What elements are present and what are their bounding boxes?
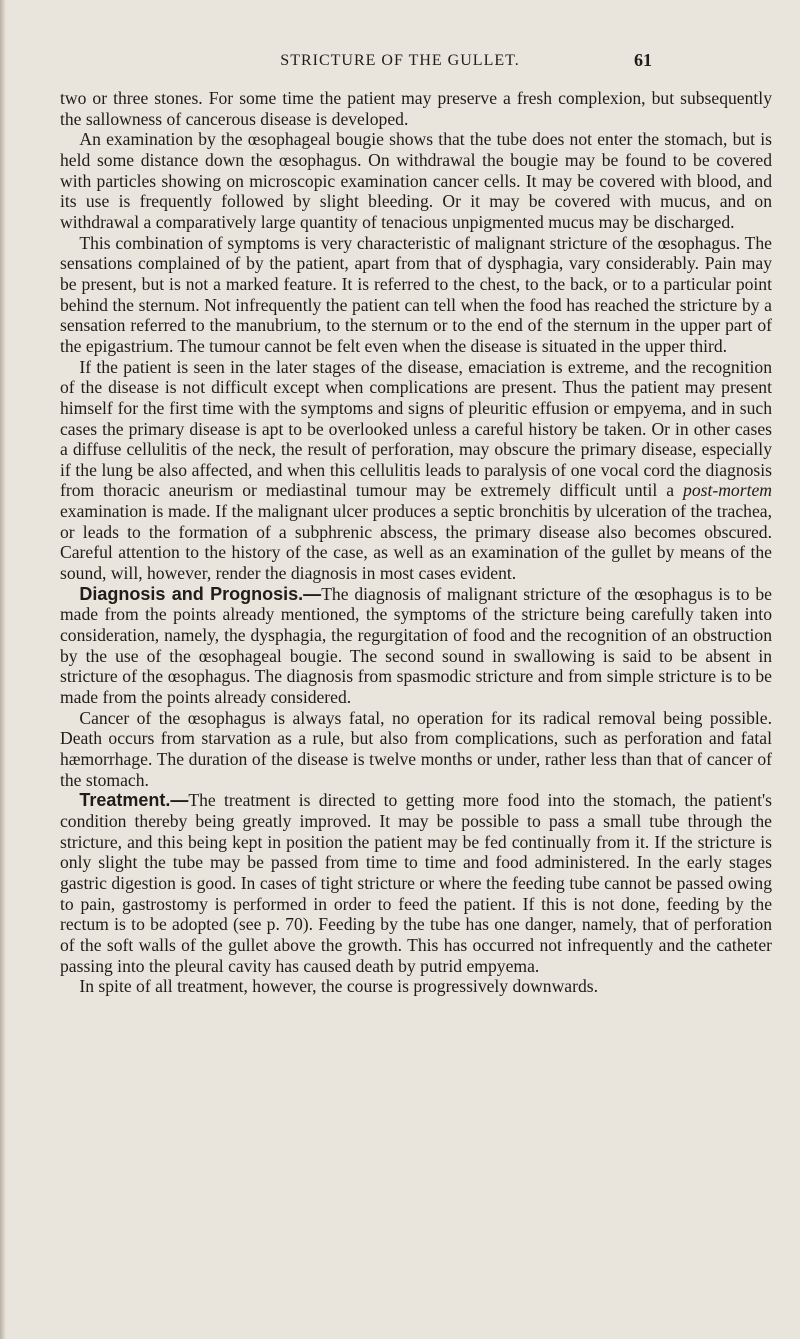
paragraph-4-continuation: examination is made. If the malignant ulcer produces a septic bronchitis by ulceration of the trachea, or leads to the formation of a subphrenic abscess, the primary disease also becomes obscured. Careful attention to the history of the case, as well as an examination of the gullet by means of the sound, will, however, render the diagnosis in most cases evident.	[60, 501, 772, 584]
paragraph-4	[60, 357, 772, 584]
italic-post-mortem: post-mortem	[683, 480, 772, 501]
paragraph-2: An examination by the œsophageal bougie shows that the tube does not enter the stomach, but is held some distance down the œsophagus. On withdrawal the bougie may be found to be covered with particles showing on microscopic examination cancer cells. It may be covered with blood, and its use is frequently followed by slight bleeding. Or it may be covered with mucus, and on withdrawal a comparatively large quantity of tenacious unpigmented mucus may be discharged.	[60, 129, 772, 232]
body-text	[60, 88, 772, 997]
paragraph-3: This combination of symptoms is very characteristic of malignant stricture of the œsophagus. The sensations complained of by the patient, apart from that of dysphagia, vary considerably. Pain may be present, but is not a marked feature. It is referred to the chest, to the back, or to a particular point behind the sternum. Not infrequently the patient can tell when the food has reached the stricture by a sensation referred to the manubrium, to the sternum or to the end of the sternum in the upper part of the epigastrium. The tumour cannot be felt even when the disease is situated in the upper third.	[60, 232, 772, 356]
page-binding-shadow	[0, 0, 6, 1339]
paragraph-prognosis: Cancer of the œsophagus is always fatal, no operation for its radical removal being possible. Death occurs from starvation as a rule, but also from complications, such as perforation and fatal hæmorrhage. The duration of the disease is twelve months or under, rather less than that of cancer of the stomach.	[60, 707, 772, 790]
heading-diagnosis-prognosis: Diagnosis and Prognosis.—	[79, 583, 322, 604]
paragraph-1: two or three stones. For some time the patient may preserve a fresh complexion, but subsequently the sallowness of cancerous disease is developed.	[60, 88, 772, 129]
paragraph-4-text: If the patient is seen in the later stages of the disease, emaciation is extreme, and the recognition of the disease is not difficult except when complications are present. Thus the patient may present himself for the first time with the symptoms and signs of pleuritic effusion or empyema, and in such cases the primary disease is apt to be overlooked unless a careful history be taken. Or in other cases a diffuse cellulitis of the neck, the result of perforation, may obscure the primary disease, especially if the lung be also affected, and when this cellulitis leads to paralysis of one vocal cord the diagnosis from thoracic aneurism or mediastinal tumour may be extremely difficult until a	[60, 356, 772, 501]
treatment-text: The treatment is directed to getting more food into the stomach, the patient's condition thereby being greatly improved. It may be possible to pass a small tube through the stricture, and this being kept in position the patient may be fed continually from it. If the stricture is only slight the tube may be passed from time to time and food administered. In the early stages gastric digestion is good. In cases of tight stricture or where the feeding tube cannot be passed owing to pain, gastrostomy is performed in order to feed the patient. If this is not done, feeding by the rectum is to be adopted (see p. 70). Feeding by the tube has one danger, namely, that of perforation of the soft walls of the gullet above the growth. This has occurred not infrequently and the catheter passing into the pleural cavity has caused death by putrid empyema.	[60, 790, 772, 976]
paragraph-final: In spite of all treatment, however, the course is progressively downwards.	[79, 976, 599, 997]
paragraph-diagnosis	[60, 584, 772, 708]
running-title: STRICTURE OF THE GULLET.	[280, 52, 520, 69]
page-number: 61	[634, 50, 652, 70]
heading-treatment: Treatment.—	[79, 790, 189, 811]
paragraph-treatment	[60, 790, 772, 976]
diagnosis-text: The diagnosis of malignant stricture of the œsophagus is to be made from the points already mentioned, the symptoms of the stricture being carefully taken into consideration, namely, the dysphagia, the regurgitation of food and the recognition of an obstruction by the use of the œsophageal bougie. The second sound in swallowing is said to be absent in stricture of the œsophagus. The diagnosis from spasmodic stricture and from simple stricture is to be made from the points already considered.	[60, 583, 772, 708]
